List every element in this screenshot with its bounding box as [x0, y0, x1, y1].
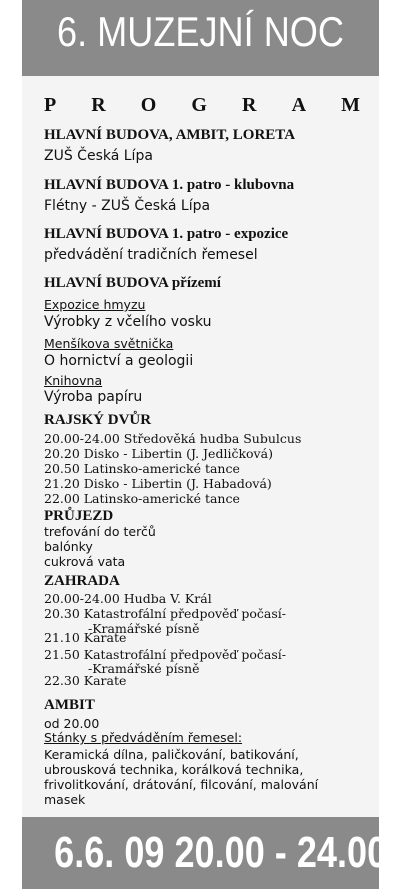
schedule-line: 20.20 Disko - Libertin (J. Jedličková) [44, 446, 273, 461]
schedule-line: 22.00 Latinsko-americké tance [44, 491, 240, 506]
section-heading-expozice: HLAVNÍ BUDOVA 1. patro - expozice [44, 226, 289, 242]
event-date-time: 6.6. 09 20.00 - 24.00 [54, 828, 388, 877]
schedule-line-continued: -Kramářské písně [88, 621, 200, 636]
section-heading-rajsky-dvur: RAJSKÝ DVŮR [44, 412, 152, 428]
schedule-line: 20.30 Katastrofální předpověď počasí- [44, 606, 287, 621]
craft-line: frivolitkování, drátování, filcování, malování [44, 777, 319, 792]
place-label: Expozice hmyzu [44, 297, 146, 312]
activity-line: balónky [44, 539, 93, 554]
activity-line: Výroba papíru [44, 389, 143, 405]
activity-line: trefování do terčů [44, 524, 156, 539]
section-heading-klubovna: HLAVNÍ BUDOVA 1. patro - klubovna [44, 177, 295, 193]
section-line: ZUŠ Česká Lípa [44, 148, 153, 164]
ambit-time: od 20.00 [44, 716, 100, 731]
place-label: Knihovna [44, 373, 103, 388]
section-heading-zahrada: ZAHRADA [44, 573, 120, 589]
activity-line: cukrová vata [44, 554, 126, 569]
place-label: Menšíkova světnička [44, 336, 174, 351]
craft-line: Keramická dílna, paličkování, batikování, [44, 747, 299, 762]
section-heading-prujezd: PRŮJEZD [44, 508, 114, 524]
program-letter: M [341, 94, 360, 116]
program-letter: O [140, 94, 157, 116]
program-letter: R [91, 94, 106, 116]
section-line: Flétny - ZUŠ Česká Lípa [44, 198, 211, 214]
craft-line: ubrousková technika, korálková technika, [44, 762, 304, 777]
schedule-line-continued: -Kramářské písně [88, 661, 200, 676]
ambit-subheading: Stánky s předváděním řemesel: [44, 730, 243, 745]
schedule-line: 21.50 Katastrofální předpověď počasí- [44, 647, 287, 662]
program-letter: A [291, 94, 307, 116]
section-heading-hlavni-ambit-loreta: HLAVNÍ BUDOVA, AMBIT, LORETA [44, 127, 296, 143]
schedule-line: 22.30 Karate [44, 673, 127, 688]
program-letter: R [242, 94, 257, 116]
schedule-line: 21.10 Karate [44, 630, 127, 645]
program-heading [44, 94, 360, 117]
schedule-line: 20.00-24.00 Hudba V. Král [44, 591, 212, 606]
section-heading-prizemi: HLAVNÍ BUDOVA přízemí [44, 275, 221, 291]
section-heading-ambit: AMBIT [44, 697, 95, 713]
craft-line: masek [44, 792, 86, 807]
program-letter: G [191, 94, 207, 116]
activity-line: O hornictví a geologii [44, 353, 194, 369]
schedule-line: 21.20 Disko - Libertin (J. Habadová) [44, 476, 272, 491]
program-letter: P [44, 94, 57, 116]
poster-title: 6. MUZEJNÍ NOC [57, 8, 344, 55]
schedule-line: 20.50 Latinsko-americké tance [44, 461, 240, 476]
schedule-line: 20.00-24.00 Středověká hudba Subulcus [44, 431, 302, 446]
section-line: předvádění tradičních řemesel [44, 247, 258, 263]
activity-line: Výrobky z včelího vosku [44, 314, 212, 330]
